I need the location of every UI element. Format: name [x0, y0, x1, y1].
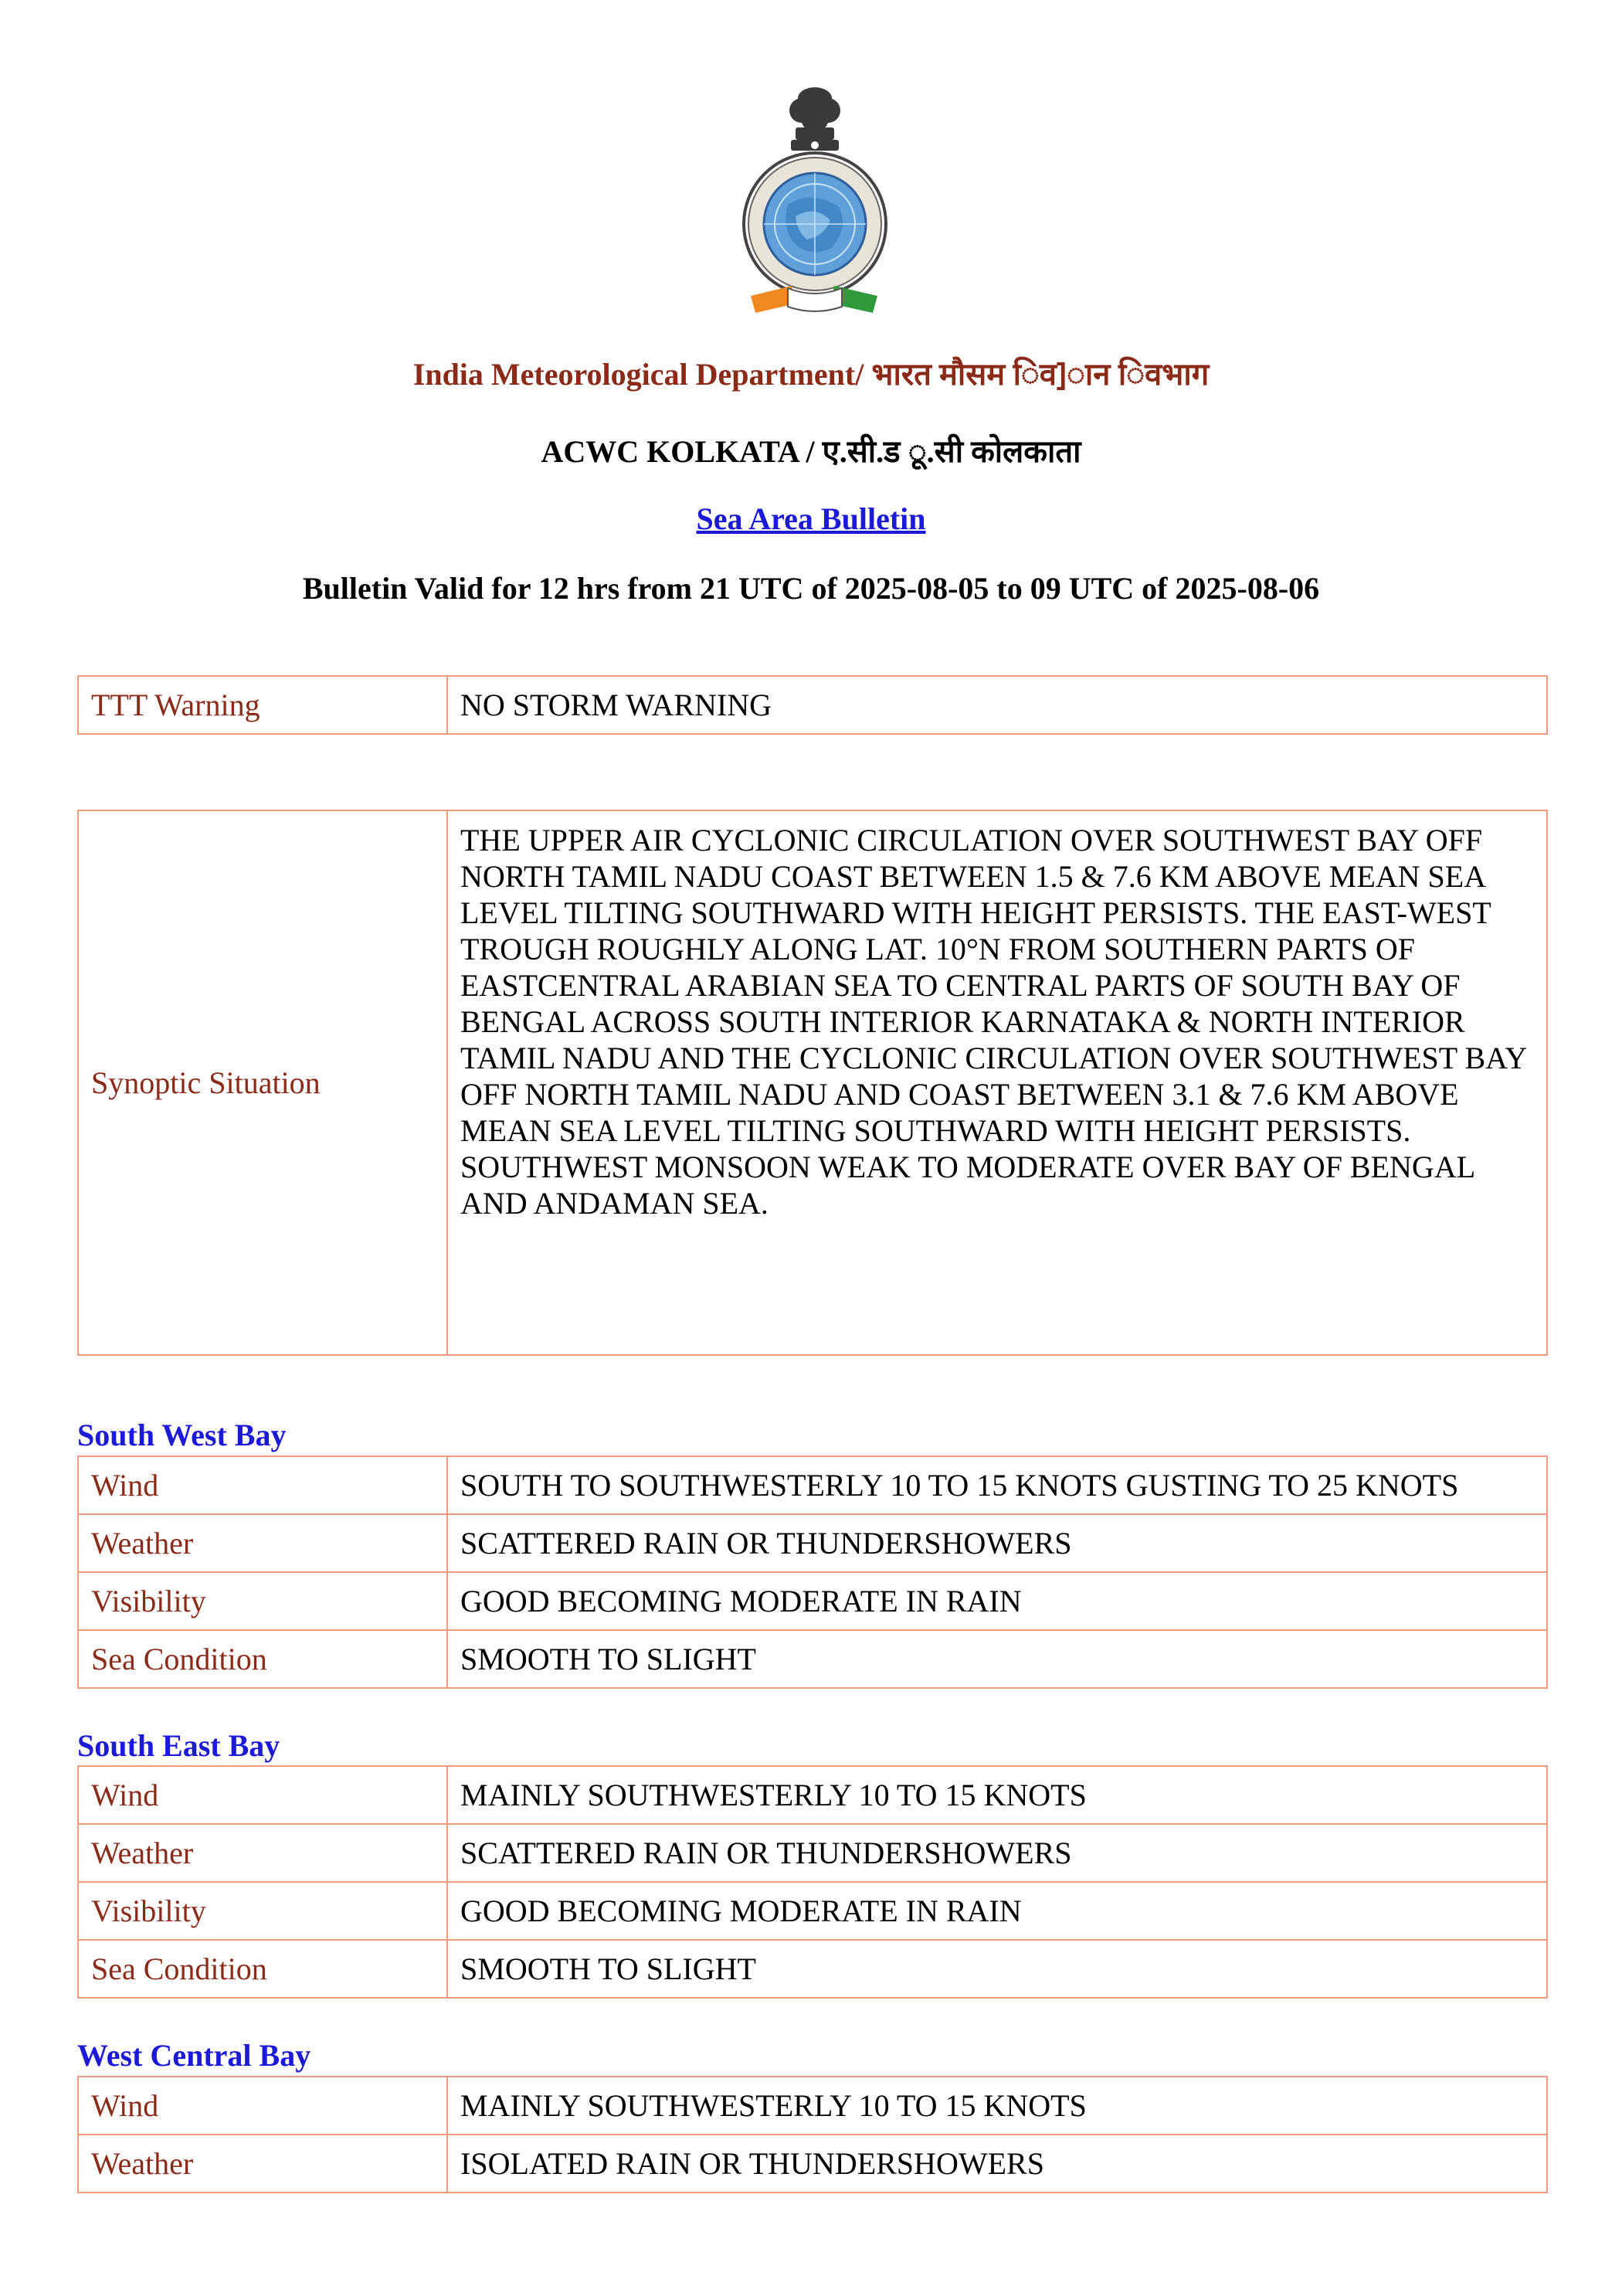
table-row [78, 1766, 1547, 1824]
bulletin-validity: Bulletin Valid for 12 hrs from 21 UTC of 2025-08-05 to 09 UTC of 2025-08-06 [302, 571, 1320, 606]
table-row [78, 1824, 1547, 1882]
section-title-west-central-bay: West Central Bay [77, 2038, 311, 2073]
national-emblem-icon [734, 81, 896, 317]
west-central-bay-table [77, 2076, 1548, 2193]
row-label: Sea Condition [78, 1630, 447, 1688]
table-row [78, 2077, 1547, 2135]
row-label: Weather [78, 2135, 447, 2192]
table-row [78, 1882, 1547, 1940]
row-value: SCATTERED RAIN OR THUNDERSHOWERS [447, 1514, 1547, 1572]
row-value: GOOD BECOMING MODERATE IN RAIN [447, 1572, 1547, 1630]
table-row [78, 1572, 1547, 1630]
table-row [78, 1456, 1547, 1514]
row-value: SOUTH TO SOUTHWESTERLY 10 TO 15 KNOTS GUSTING TO 25 KNOTS [447, 1456, 1547, 1514]
synoptic-value: THE UPPER AIR CYCLONIC CIRCULATION OVER SOUTHWEST BAY OFF NORTH TAMIL NADU COAST BETWEEN 1.5 & 7.6 KM ABOVE MEAN SEA LEVEL TILTING SOUTHWARD WITH HEIGHT PERSISTS. THE EAST-WEST TROUGH ROUGHLY ALONG LAT. 10°N FROM SOUTHERN PARTS OF EASTCENTRAL ARABIAN SEA TO CENTRAL PARTS OF SOUTH BAY OF BENGAL ACROSS SOUTH INTERIOR KARNATAKA & NORTH INTERIOR TAMIL NADU AND THE CYCLONIC CIRCULATION OVER SOUTHWEST BAY OFF NORTH TAMIL NADU AND COAST BETWEEN 3.1 & 7.6 KM ABOVE MEAN SEA LEVEL TILTING SOUTHWARD WITH HEIGHT PERSISTS. SOUTHWEST MONSOON WEAK TO MODERATE OVER BAY OF BENGAL AND ANDAMAN SEA. [447, 810, 1547, 1355]
imd-globe-seal-icon [744, 153, 886, 295]
table-row [78, 810, 1547, 1355]
synoptic-label: Synoptic Situation [78, 810, 447, 1355]
row-label: Wind [78, 1766, 447, 1824]
warning-table [77, 675, 1548, 735]
row-label: Weather [78, 1824, 447, 1882]
table-row [78, 1940, 1547, 1998]
row-label: Wind [78, 1456, 447, 1514]
row-label: Visibility [78, 1572, 447, 1630]
imd-logo [734, 81, 896, 317]
centre-title: ACWC KOLKATA / ए.सी.ड ू.सी कोलकाता [541, 434, 1081, 469]
row-value: MAINLY SOUTHWESTERLY 10 TO 15 KNOTS [447, 1766, 1547, 1824]
row-value: SMOOTH TO SLIGHT [447, 1630, 1547, 1688]
row-value: SMOOTH TO SLIGHT [447, 1940, 1547, 1998]
section-title-south-east-bay: South East Bay [77, 1728, 280, 1763]
row-value: MAINLY SOUTHWESTERLY 10 TO 15 KNOTS [447, 2077, 1547, 2135]
synoptic-table [77, 810, 1548, 1356]
row-label: Visibility [78, 1882, 447, 1940]
table-row [78, 1630, 1547, 1688]
row-label: Sea Condition [78, 1940, 447, 1998]
row-value: SCATTERED RAIN OR THUNDERSHOWERS [447, 1824, 1547, 1882]
row-label: Weather [78, 1514, 447, 1572]
row-value: GOOD BECOMING MODERATE IN RAIN [447, 1882, 1547, 1940]
table-row [78, 676, 1547, 734]
section-title-south-west-bay: South West Bay [77, 1418, 287, 1452]
bulletin-title-link[interactable]: Sea Area Bulletin [696, 501, 926, 536]
warning-label: TTT Warning [78, 676, 447, 734]
table-row [78, 2135, 1547, 2192]
warning-value: NO STORM WARNING [447, 676, 1547, 734]
table-row [78, 1514, 1547, 1572]
south-west-bay-table [77, 1455, 1548, 1689]
department-title: India Meteorological Department/ भारत मौसम िव]ान िवभाग [412, 357, 1210, 392]
row-label: Wind [78, 2077, 447, 2135]
south-east-bay-table [77, 1765, 1548, 1999]
row-value: ISOLATED RAIN OR THUNDERSHOWERS [447, 2135, 1547, 2192]
